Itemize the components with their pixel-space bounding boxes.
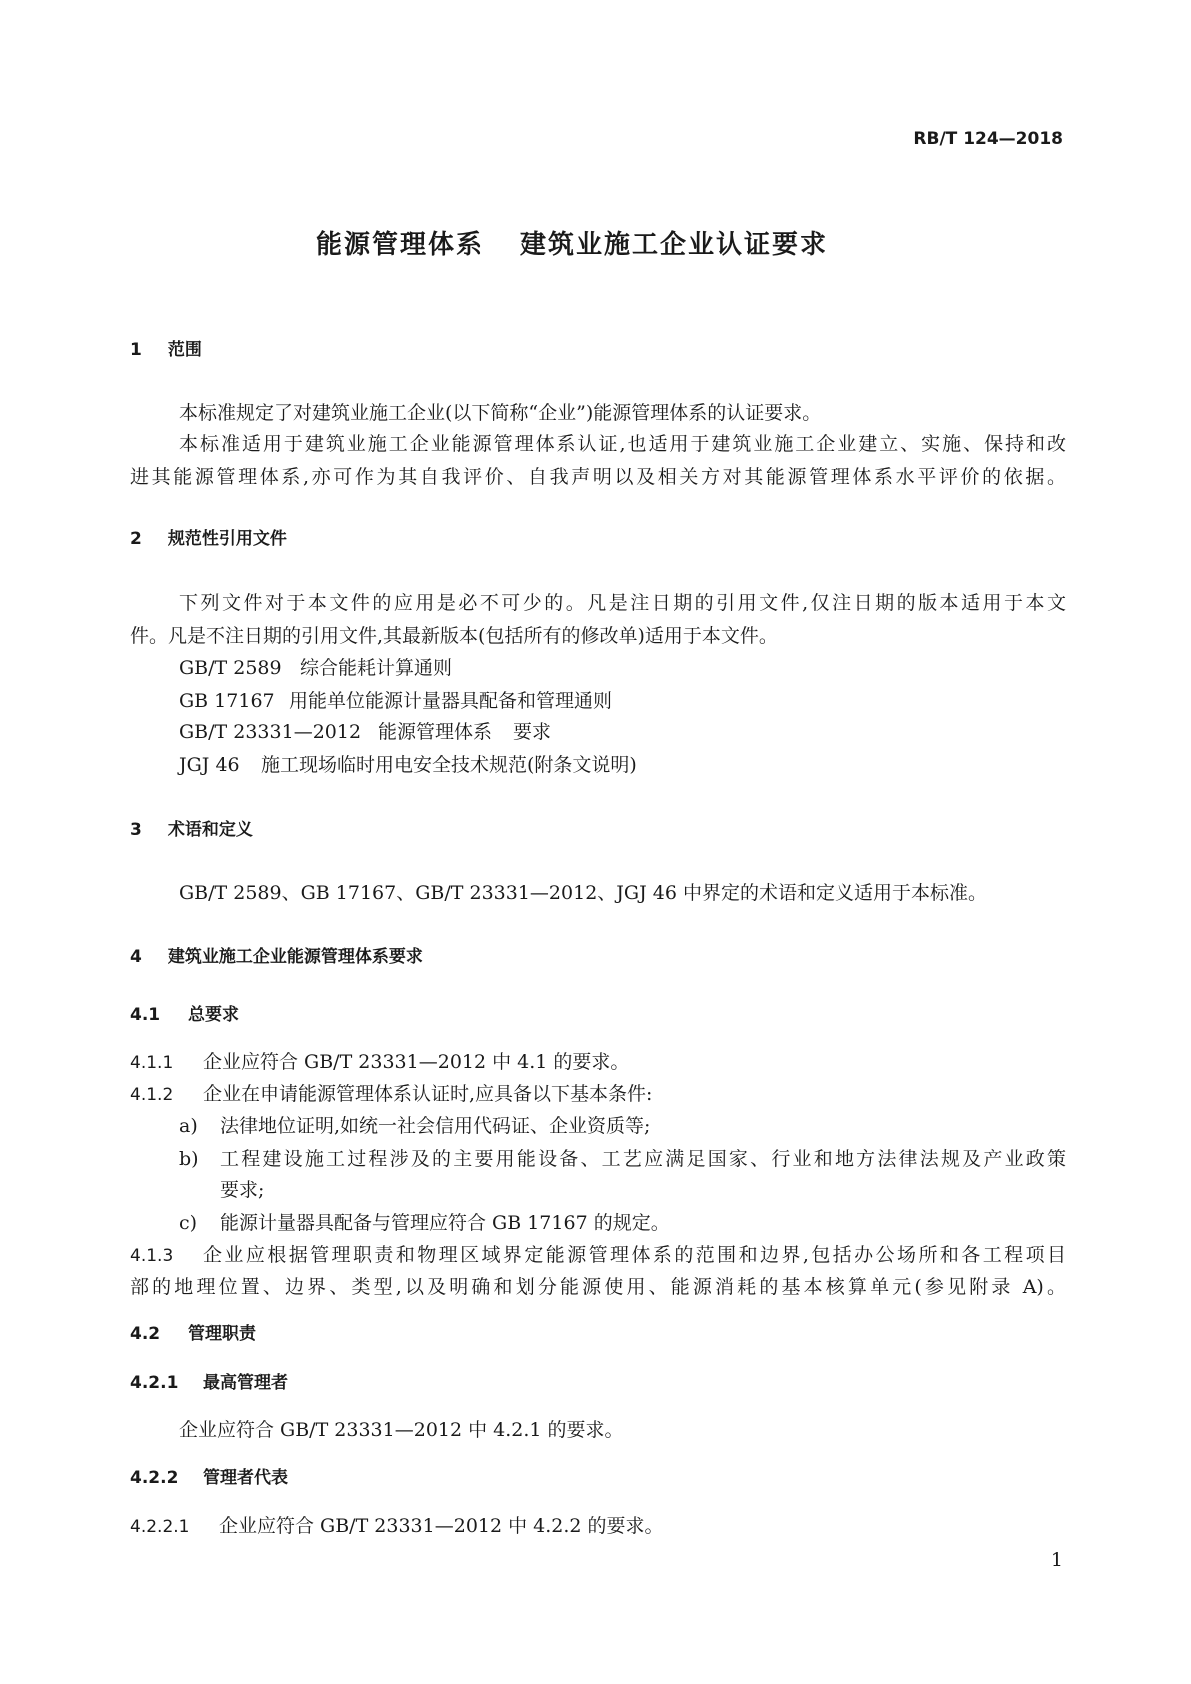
section-1-para-2-line-1: 本标准适用于建筑业施工企业能源管理体系认证,也适用于建筑业施工企业建立、实施、保持和改 (179, 433, 1066, 455)
clause-4-2-2-1: 4.2.2.1 企业应符合 GB/T 23331—2012 中 4.2.2 的要求。 (130, 1515, 664, 1537)
reference-item: JGJ 46 施工现场临时用电安全技术规范(附条文说明) (179, 754, 637, 776)
standard-code: RB/T 124—2018 (913, 129, 1063, 149)
title-part1: 能源管理体系 (316, 230, 485, 260)
list-item-b: b) 工程建设施工过程涉及的主要用能设备、工艺应满足国家、行业和地方法律法规及产业政策 (179, 1148, 1066, 1170)
section-1-heading: 1 范围 (130, 340, 202, 360)
page-title (316, 232, 828, 258)
section-4-2-1-heading: 4.2.1 最高管理者 (130, 1373, 288, 1393)
clause-4-1-1: 4.1.1 企业应符合 GB/T 23331—2012 中 4.1 的要求。 (130, 1051, 630, 1073)
section-4-2-2-heading: 4.2.2 管理者代表 (130, 1468, 288, 1488)
section-3-heading: 3 术语和定义 (130, 820, 253, 840)
section-4-2-1-para: 企业应符合 GB/T 23331—2012 中 4.2.1 的要求。 (179, 1419, 624, 1441)
reference-item: GB/T 23331—2012 能源管理体系 要求 (179, 721, 552, 743)
list-item-a: a) 法律地位证明,如统一社会信用代码证、企业资质等; (179, 1115, 651, 1137)
list-item-b-line-2: 要求; (220, 1179, 265, 1201)
section-2-para-line-1: 下列文件对于本文件的应用是必不可少的。凡是注日期的引用文件,仅注日期的版本适用于本文 (179, 592, 1066, 614)
clause-4-1-3: 4.1.3 企业应根据管理职责和物理区域界定能源管理体系的范围和边界,包括办公场所和各工程项目 (130, 1244, 1066, 1266)
page-number: 1 (1050, 1549, 1063, 1571)
section-2-para-line-2: 件。凡是不注日期的引用文件,其最新版本(包括所有的修改单)适用于本文件。 (130, 625, 778, 647)
reference-item: GB/T 2589 综合能耗计算通则 (179, 657, 453, 679)
section-2-heading: 2 规范性引用文件 (130, 529, 287, 549)
section-4-1-heading: 4.1 总要求 (130, 1005, 239, 1025)
clause-4-1-3-line-2: 部的地理位置、边界、类型,以及明确和划分能源使用、能源消耗的基本核算单元(参见附录 A)。 (130, 1276, 1066, 1298)
section-1-para-1: 本标准规定了对建筑业施工企业(以下简称“企业”)能源管理体系的认证要求。 (179, 402, 822, 424)
reference-item: GB 17167 用能单位能源计量器具配备和管理通则 (179, 690, 613, 712)
section-1-para-2-line-2: 进其能源管理体系,亦可作为其自我评价、自我声明以及相关方对其能源管理体系水平评价的依据。 (130, 466, 1066, 488)
section-4-heading: 4 建筑业施工企业能源管理体系要求 (130, 947, 423, 967)
clause-4-1-2: 4.1.2 企业在申请能源管理体系认证时,应具备以下基本条件: (130, 1083, 653, 1105)
section-4-2-heading: 4.2 管理职责 (130, 1324, 256, 1344)
list-item-c: c) 能源计量器具配备与管理应符合 GB 17167 的规定。 (179, 1212, 670, 1234)
section-3-para: GB/T 2589、GB 17167、GB/T 23331—2012、JGJ 46 中界定的术语和定义适用于本标准。 (179, 882, 987, 904)
title-part2: 建筑业施工企业认证要求 (520, 230, 829, 260)
